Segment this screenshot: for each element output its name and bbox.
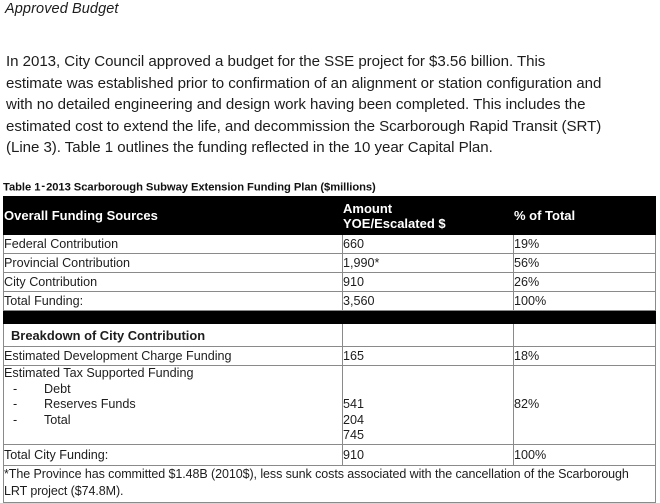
row-amount: 3,560 <box>343 292 514 311</box>
tax-percent-total: 82% <box>514 397 540 411</box>
row-percent: 100% <box>514 444 656 465</box>
subheading-label: Breakdown of City Contribution <box>4 324 343 347</box>
table-caption-text: 2013 Scarborough Subway Extension Funding Plan ($millions) <box>46 181 376 194</box>
table-row <box>4 235 656 254</box>
tax-supported-item-total <box>4 413 342 429</box>
table-caption-dash: - <box>41 180 46 192</box>
table-header-row <box>4 197 656 235</box>
table-row <box>4 273 656 292</box>
column-header-amount-line2: YOE/Escalated $ <box>343 215 446 231</box>
row-label: Federal Contribution <box>4 235 343 254</box>
tax-item-label: Debt <box>44 381 71 396</box>
row-amount: 660 <box>343 235 514 254</box>
tax-amount-debt: 541 <box>343 397 365 411</box>
table-row-total-funding <box>4 292 656 311</box>
table-row <box>4 347 656 366</box>
row-label: Total Funding: <box>4 292 343 311</box>
row-amount: 1,990* <box>343 254 514 273</box>
funding-plan-table <box>3 196 656 503</box>
row-percent: 56% <box>514 254 656 273</box>
body-paragraph: In 2013, City Council approved a budget for the SSE project for $3.56 billion. This estimate was established prior to confirmation of an alignment or station configuration and with no detailed engineering and design work having been completed. This includes the estimated cost to extend the life, and decommission the Scarborough Rapid Transit (SRT) (Line 3). Table 1 outlines the funding reflected in the 10 year Capital Plan. <box>6 53 602 157</box>
row-amount: 165 <box>343 347 514 366</box>
row-percent: 100% <box>514 292 656 311</box>
row-label: Estimated Development Charge Funding <box>4 347 343 366</box>
column-header-amount-line1: Amount <box>343 200 393 216</box>
row-percent: 26% <box>514 273 656 292</box>
tax-supported-title: Estimated Tax Supported Funding <box>4 366 194 380</box>
tax-amount-reserves: 204 <box>343 412 365 427</box>
row-percent: 19% <box>514 235 656 254</box>
table-subheading-row <box>4 324 656 347</box>
row-percent: 18% <box>514 347 656 366</box>
row-amount: 910 <box>343 273 514 292</box>
bullet-dash-icon: - <box>13 397 18 411</box>
table-footnote-row <box>4 465 656 502</box>
row-amount: 910 <box>343 444 514 465</box>
table-row-tax-supported <box>4 366 656 445</box>
bullet-dash-icon: - <box>13 412 18 427</box>
tax-supported-item-reserves <box>4 397 342 413</box>
tax-supported-percent-group <box>514 366 656 445</box>
tax-supported-item-debt <box>4 382 342 398</box>
table-row-total-city-funding <box>4 444 656 465</box>
bullet-dash-icon: - <box>13 381 18 396</box>
divider-band <box>4 311 656 324</box>
table-caption <box>3 180 376 194</box>
row-label: Provincial Contribution <box>4 254 343 273</box>
table-section-divider <box>4 311 656 324</box>
row-label: Total City Funding: <box>4 444 343 465</box>
table-caption-prefix: Table 1 <box>3 181 41 194</box>
column-header-percent-of-total: % of Total <box>514 197 656 235</box>
column-header-funding-sources: Overall Funding Sources <box>4 197 343 235</box>
tax-supported-amount-group <box>343 366 514 445</box>
tax-supported-label-group <box>4 366 343 445</box>
section-heading: Approved Budget <box>5 1 119 17</box>
subheading-percent-empty <box>514 324 656 347</box>
tax-amount-total: 745 <box>343 428 365 442</box>
tax-item-label: Reserves Funds <box>44 397 136 411</box>
row-label: City Contribution <box>4 273 343 292</box>
tax-item-label: Total <box>44 412 71 427</box>
column-header-amount <box>343 197 514 235</box>
table-footnote: *The Province has committed $1.48B (2010$), less sunk costs associated with the cancellation of the Scarborough LRT project ($74.8M). <box>4 465 656 502</box>
subheading-amount-empty <box>343 324 514 347</box>
table-row <box>4 254 656 273</box>
